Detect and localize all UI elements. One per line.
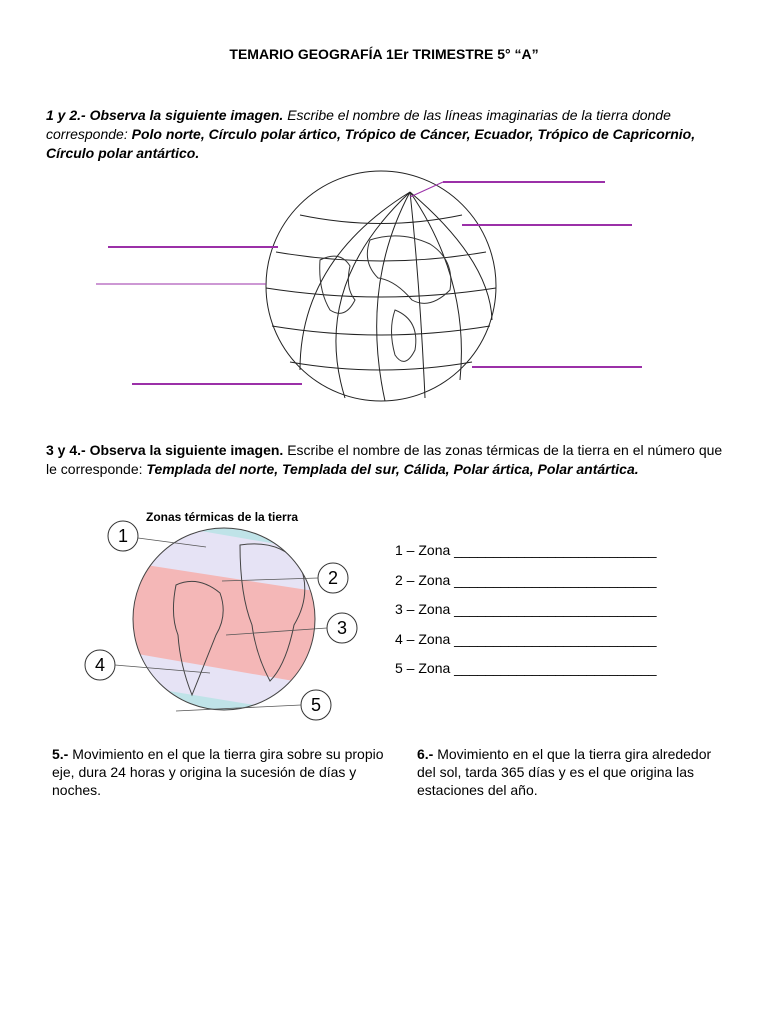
question-1-2-body: Escribe el nombre de las líneas imaginarias de la tierra donde corresponde:: [46, 107, 671, 142]
question-6-body: Movimiento en el que la tierra gira alrededor del sol, tarda 365 días y es el que origina las estaciones del año.: [417, 746, 712, 798]
thermal-zones-diagram: [80, 505, 370, 735]
question-5: [52, 745, 387, 799]
zone-answer-3[interactable]: 3 – Zona __________________________: [395, 601, 657, 617]
question-1-2-prefix: 1 y 2.- Observa la siguiente imagen.: [46, 107, 284, 123]
zone-answer-2[interactable]: 2 – Zona __________________________: [395, 572, 657, 588]
zone-marker-3-label: 3: [336, 618, 348, 638]
page-title: TEMARIO GEOGRAFÍA 1Er TRIMESTRE 5° “A”: [229, 46, 539, 62]
question-6-prefix: 6.-: [417, 746, 434, 762]
zone-marker-2-label: 2: [327, 568, 339, 588]
zone-answer-5[interactable]: 5 – Zona __________________________: [395, 660, 657, 676]
question-3-4-body: Escribe el nombre de las zonas térmicas de la tierra en el número que le corresponde:: [46, 442, 723, 477]
question-3-4-prefix: 3 y 4.- Observa la siguiente imagen.: [46, 442, 284, 458]
question-3-4-terms: Templada del norte, Templada del sur, Cálida, Polar ártica, Polar antártica.: [146, 461, 639, 477]
zone-answer-4[interactable]: 4 – Zona __________________________: [395, 631, 657, 647]
question-1-2: [46, 106, 726, 163]
zone-marker-1-label: 1: [117, 526, 129, 546]
leader-pointer-polo-norte: [410, 182, 443, 197]
zone-marker-5-label: 5: [310, 695, 322, 715]
leader-lines: [96, 182, 642, 384]
question-5-prefix: 5.-: [52, 746, 69, 762]
question-3-4: [46, 441, 726, 479]
globe-lines-diagram: [0, 170, 768, 410]
globe-illustration: [266, 171, 496, 401]
question-5-body: Movimiento en el que la tierra gira sobre su propio eje, dura 24 horas y origina la sucesión de días y noches.: [52, 746, 384, 798]
question-1-2-terms: Polo norte, Círculo polar ártico, Trópico de Cáncer, Ecuador, Trópico de Capricornio, Círculo polar antártico.: [46, 126, 696, 161]
question-6: [417, 745, 717, 799]
zone-answer-1[interactable]: 1 – Zona __________________________: [395, 542, 657, 558]
zones-diagram-title: Zonas térmicas de la tierra: [146, 510, 299, 524]
zone-marker-4-label: 4: [94, 655, 106, 675]
